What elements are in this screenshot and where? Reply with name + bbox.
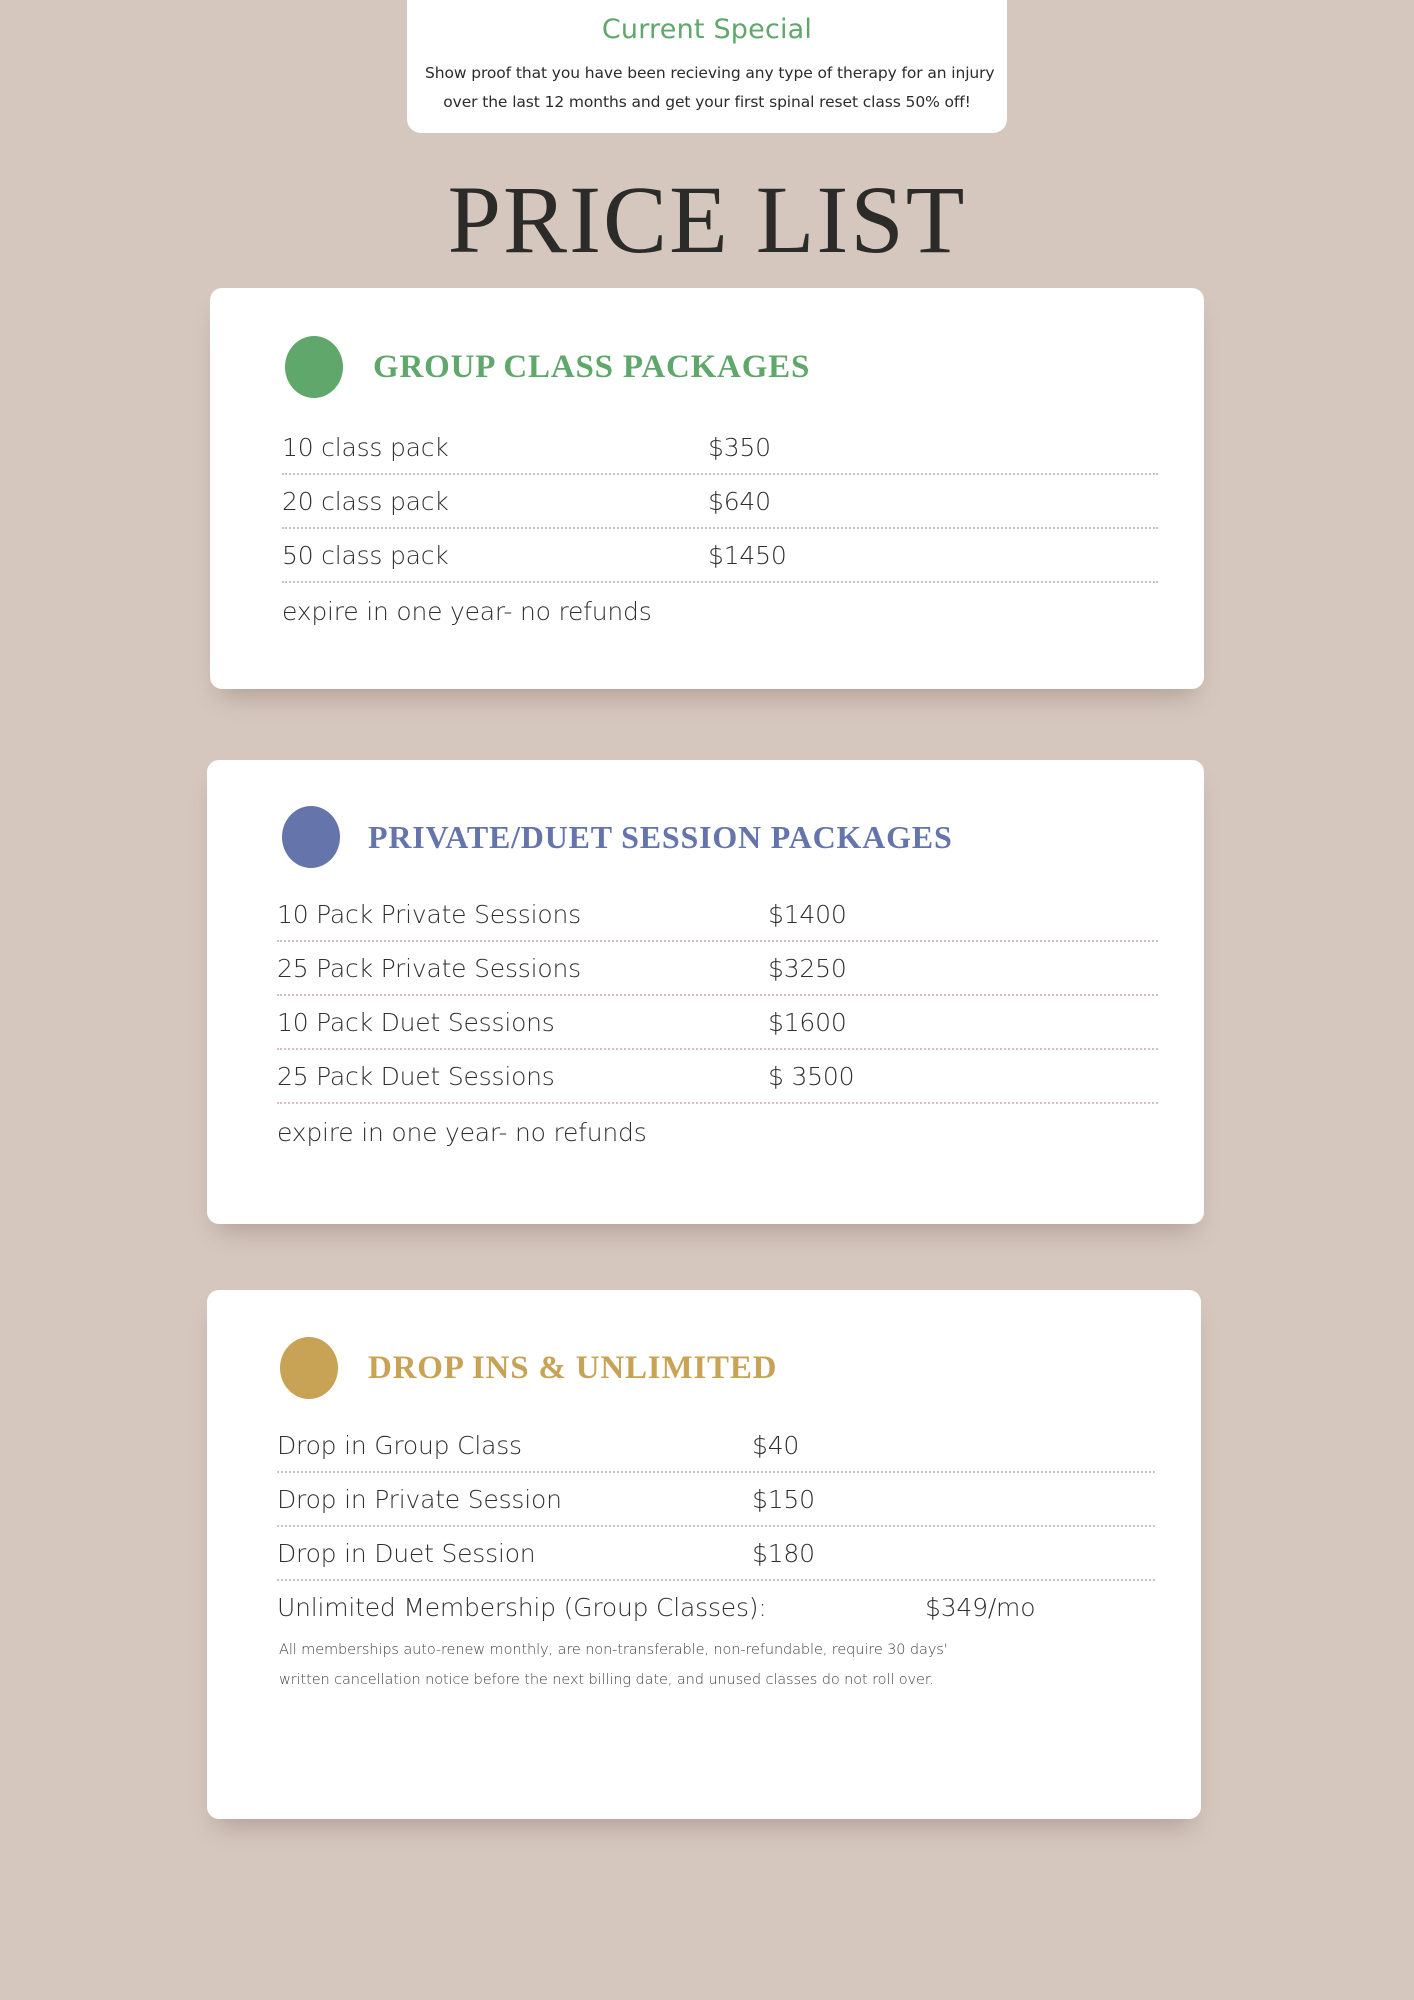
table-row (277, 1062, 1158, 1104)
table-row (277, 1539, 1155, 1581)
row-label: Drop in Duet Session (277, 1539, 536, 1568)
price-row-list (282, 433, 1158, 626)
table-row (282, 487, 1158, 529)
price-row-list (277, 900, 1158, 1147)
drop-ins-unlimited-card (207, 1290, 1201, 1819)
current-special-line-1: Show proof that you have been recieving any type of therapy for an injury (425, 64, 995, 83)
group-class-packages-card (210, 288, 1204, 689)
row-label: Drop in Group Class (277, 1431, 522, 1460)
row-label: Drop in Private Session (277, 1485, 562, 1514)
gold-circle-icon (280, 1337, 338, 1399)
membership-fineprint (279, 1636, 1155, 1695)
table-row (277, 900, 1158, 942)
private-duet-session-packages-card (207, 760, 1204, 1224)
expiry-note: expire in one year- no refunds (282, 597, 652, 626)
row-label: 25 Pack Private Sessions (277, 954, 581, 983)
row-price: $640 (708, 487, 771, 516)
current-special-title: Current Special (601, 14, 813, 45)
row-label: 50 class pack (282, 541, 449, 570)
row-price: $1450 (708, 541, 787, 570)
table-row (277, 1008, 1158, 1050)
card-header (207, 760, 1204, 868)
fineprint-line-2: written cancellation notice before the next billing date, and unused classes do not roll over. (279, 1671, 934, 1688)
expiry-note-row (277, 1116, 1158, 1147)
card-header (207, 1290, 1201, 1399)
row-price: $180 (752, 1539, 815, 1568)
current-special-line-2: over the last 12 months and get your first spinal reset class 50% off! (443, 92, 971, 111)
row-label: 10 class pack (282, 433, 449, 462)
table-row (277, 954, 1158, 996)
row-label: 20 class pack (282, 487, 449, 516)
row-price: $349/mo (925, 1593, 1036, 1622)
row-price: $1400 (768, 900, 847, 929)
card-heading: DROP INS & UNLIMITED (368, 1349, 778, 1386)
row-price: $40 (752, 1431, 800, 1460)
current-special-banner (407, 0, 1007, 133)
row-label: Unlimited Membership (Group Classes): (277, 1593, 767, 1622)
table-row (277, 1485, 1155, 1527)
green-circle-icon (285, 336, 343, 398)
expiry-note-row (282, 595, 1158, 626)
row-price: $350 (708, 433, 771, 462)
card-header (210, 288, 1204, 398)
page-title: PRICE LIST (447, 166, 967, 273)
row-price: $3250 (768, 954, 847, 983)
row-label: 10 Pack Private Sessions (277, 900, 581, 929)
row-price: $150 (752, 1485, 815, 1514)
fineprint-line-1: All memberships auto-renew monthly, are non-transferable, non-refundable, require 30 days' (279, 1642, 948, 1658)
table-row (277, 1431, 1155, 1473)
price-row-list (277, 1431, 1155, 1622)
table-row (277, 1593, 1155, 1622)
blue-circle-icon (282, 806, 340, 868)
row-price: $ 3500 (768, 1062, 855, 1091)
table-row (282, 433, 1158, 475)
expiry-note: expire in one year- no refunds (277, 1118, 647, 1147)
row-label: 10 Pack Duet Sessions (277, 1008, 555, 1037)
card-heading: GROUP CLASS PACKAGES (373, 348, 811, 385)
card-heading: PRIVATE/DUET SESSION PACKAGES (368, 818, 953, 855)
table-row (282, 541, 1158, 583)
row-price: $1600 (768, 1008, 847, 1037)
row-label: 25 Pack Duet Sessions (277, 1062, 555, 1091)
